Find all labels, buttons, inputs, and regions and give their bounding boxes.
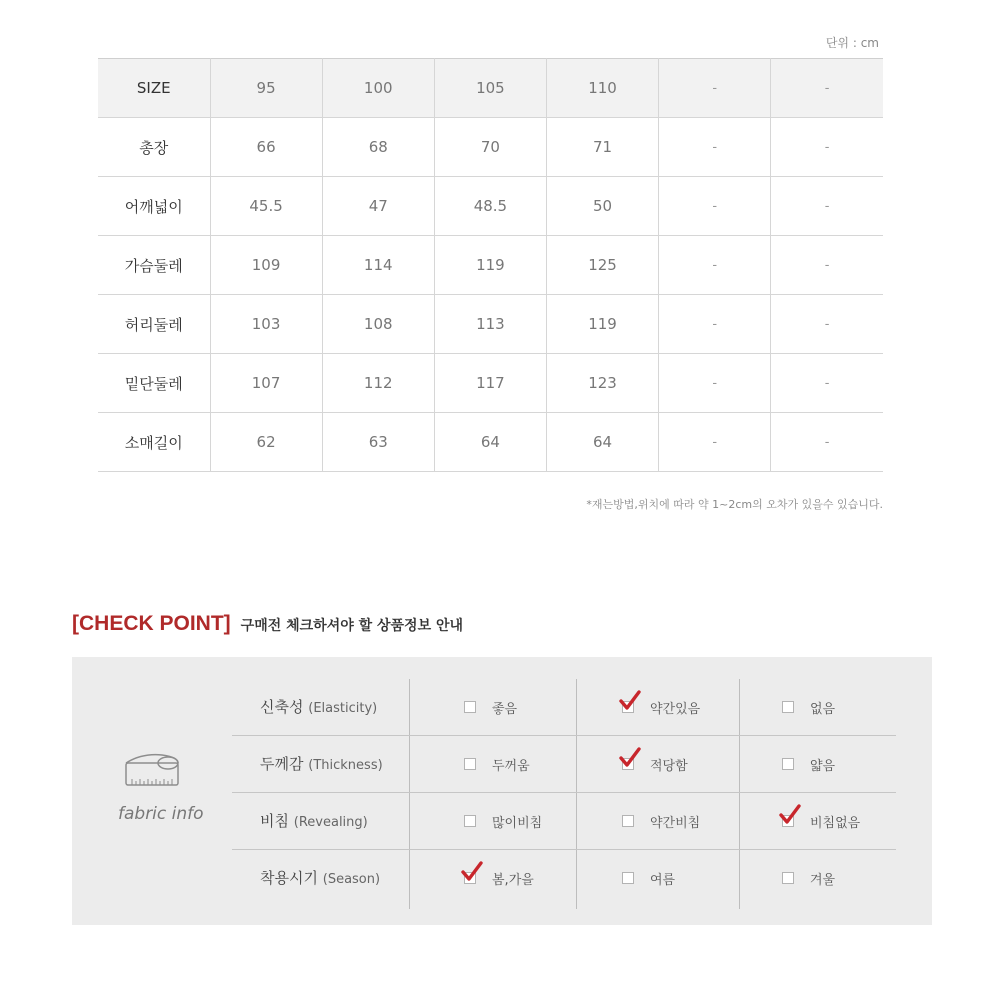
size-cell: 119: [434, 236, 546, 295]
fabric-option: [782, 736, 835, 792]
option-label: 없음: [810, 701, 836, 717]
check-point-header: [72, 612, 463, 636]
size-cell: 110: [546, 59, 658, 118]
fabric-option: [464, 793, 542, 849]
fabric-option: [782, 793, 860, 849]
row-label: 허리둘레: [98, 295, 210, 354]
size-cell: -: [771, 295, 883, 354]
fabric-option: [622, 679, 700, 735]
size-cell: -: [771, 177, 883, 236]
size-row: [98, 354, 883, 413]
attribute-english-name: (Revealing): [293, 815, 368, 830]
size-cell: 95: [210, 59, 322, 118]
checkbox: [782, 758, 794, 770]
checkmark-icon: [461, 861, 483, 883]
attribute-english-name: (Thickness): [308, 758, 383, 773]
fabric-option: [782, 679, 835, 735]
row-label: 가슴둘레: [98, 236, 210, 295]
checked-checkbox: [622, 701, 634, 713]
size-cell: 114: [322, 236, 434, 295]
fabric-row: [232, 850, 896, 906]
size-cell: 68: [322, 118, 434, 177]
checkbox: [622, 872, 634, 884]
size-cell: 125: [546, 236, 658, 295]
row-label: SIZE: [98, 59, 210, 118]
size-cell: 100: [322, 59, 434, 118]
size-cell: -: [659, 295, 771, 354]
checkmark-icon: [779, 804, 801, 826]
size-row: [98, 413, 883, 472]
size-cell: -: [659, 59, 771, 118]
fabric-option: [464, 850, 534, 906]
fabric-option: [622, 793, 700, 849]
size-cell: -: [771, 118, 883, 177]
option-label: 적당함: [650, 758, 688, 774]
size-cell: 107: [210, 354, 322, 413]
checkbox: [622, 815, 634, 827]
fabric-attribute: [260, 679, 377, 735]
size-cell: -: [771, 236, 883, 295]
check-point-title: [CHECK POINT]: [72, 612, 231, 635]
fabric-option: [622, 736, 688, 792]
fabric-option: [464, 736, 530, 792]
size-cell: -: [659, 118, 771, 177]
row-label: 어깨넓이: [98, 177, 210, 236]
size-header-row: [98, 59, 883, 118]
size-cell: 48.5: [434, 177, 546, 236]
size-row: [98, 236, 883, 295]
size-cell: 109: [210, 236, 322, 295]
size-cell: 45.5: [210, 177, 322, 236]
measurement-note: *재는방법,위치에 따라 약 1~2cm의 오차가 있을수 있습니다.: [586, 498, 883, 511]
size-cell: 70: [434, 118, 546, 177]
size-cell: 62: [210, 413, 322, 472]
size-cell: 117: [434, 354, 546, 413]
size-cell: 123: [546, 354, 658, 413]
fabric-row: [232, 679, 896, 736]
tape-measure-icon: [122, 749, 184, 799]
attribute-name: 두께감: [260, 755, 304, 773]
fabric-option: [782, 850, 835, 906]
checkmark-icon: [619, 690, 641, 712]
checkbox: [782, 872, 794, 884]
fabric-option: [622, 850, 675, 906]
fabric-option: [464, 679, 517, 735]
option-label: 얇음: [810, 758, 836, 774]
option-label: 겨울: [810, 872, 836, 888]
size-cell: 105: [434, 59, 546, 118]
row-label: 총장: [98, 118, 210, 177]
checked-checkbox: [622, 758, 634, 770]
row-label: 밑단둘레: [98, 354, 210, 413]
row-label: 소매길이: [98, 413, 210, 472]
fabric-attribute: [260, 736, 383, 792]
unit-label: 단위 : cm: [825, 36, 879, 50]
fabric-attribute: [260, 793, 368, 849]
size-cell: 108: [322, 295, 434, 354]
fabric-row: [232, 736, 896, 793]
checkbox: [464, 815, 476, 827]
checkbox: [782, 701, 794, 713]
size-cell: -: [659, 354, 771, 413]
attribute-name: 비침: [260, 812, 289, 830]
checkmark-icon: [619, 747, 641, 769]
attribute-english-name: (Elasticity): [308, 701, 378, 716]
size-cell: -: [659, 413, 771, 472]
checked-checkbox: [782, 815, 794, 827]
size-row: [98, 177, 883, 236]
option-label: 약간비침: [650, 815, 701, 831]
size-cell: 112: [322, 354, 434, 413]
attribute-name: 착용시기: [260, 869, 318, 887]
checkbox: [464, 701, 476, 713]
size-cell: -: [659, 177, 771, 236]
attribute-name: 신축성: [260, 698, 304, 716]
size-cell: 47: [322, 177, 434, 236]
size-cell: 103: [210, 295, 322, 354]
attribute-english-name: (Season): [322, 872, 381, 887]
size-cell: 64: [546, 413, 658, 472]
checkbox: [464, 758, 476, 770]
size-cell: -: [771, 413, 883, 472]
fabric-row: [232, 793, 896, 850]
fabric-grid: [232, 679, 896, 906]
check-point-subtitle: 구매전 체크하셔야 할 상품정보 안내: [240, 618, 464, 634]
option-label: 많이비침: [492, 815, 543, 831]
size-cell: -: [771, 354, 883, 413]
fabric-info-label: fabric info: [118, 804, 204, 824]
size-cell: 71: [546, 118, 658, 177]
fabric-attribute: [260, 850, 380, 906]
size-cell: 119: [546, 295, 658, 354]
option-label: 좋음: [492, 701, 518, 717]
size-cell: 50: [546, 177, 658, 236]
checked-checkbox: [464, 872, 476, 884]
option-label: 약간있음: [650, 701, 701, 717]
option-label: 여름: [650, 872, 676, 888]
fabric-info-panel: [72, 657, 932, 925]
size-table: [98, 58, 883, 472]
size-cell: -: [659, 236, 771, 295]
size-cell: 63: [322, 413, 434, 472]
size-cell: -: [771, 59, 883, 118]
option-label: 두꺼움: [492, 758, 530, 774]
size-cell: 66: [210, 118, 322, 177]
size-row: [98, 295, 883, 354]
size-row: [98, 118, 883, 177]
size-cell: 113: [434, 295, 546, 354]
option-label: 봄,가을: [492, 872, 534, 888]
option-label: 비침없음: [810, 815, 861, 831]
size-cell: 64: [434, 413, 546, 472]
